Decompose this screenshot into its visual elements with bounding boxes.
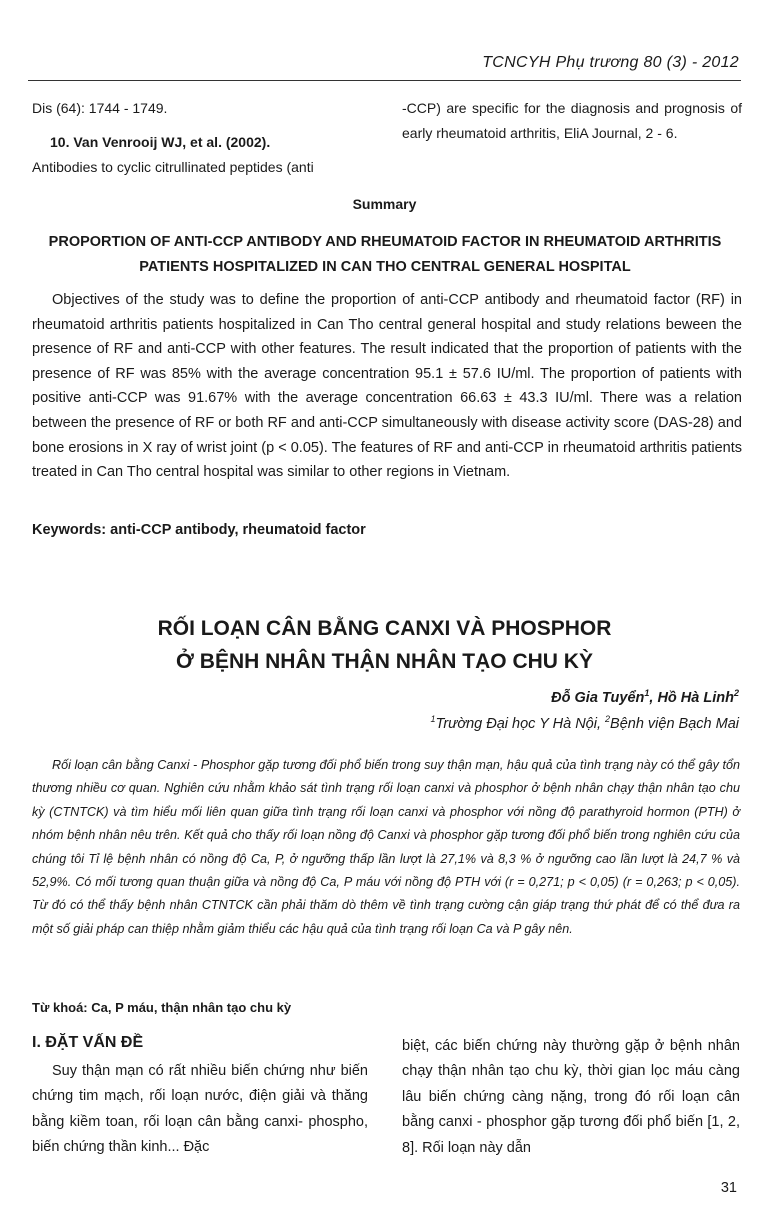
author-1: Đỗ Gia Tuyển [551, 689, 645, 706]
summary-abstract: Objectives of the study was to define the proportion of anti-CCP antibody and rheumatoid factor (RF) in rheumatoid arthritis patients hospitalized in Can Tho central general hospital and study relations beween the presence of RF and anti-CCP with other features. The result indicated that the proportion of patients with the presence of RF was 85% with the average concentration 95.1 ± 57.6 IU/ml. The proportion of patients with positive anti-CCP was 91.67% with the average concentration 66.63 ± 43.3 IU/ml. There was a relation between the presence of RF or both RF and anti-CCP simultaneously with disease activity score (DAS-28) and bone erosions in X ray of wrist joint (p < 0.05). The features of RF and anti-CCP in rheumatoid arthritis patients treated in Can Tho central hospital was similar to other regions in Vietnam. [32, 292, 742, 481]
reference-10-authors: Van Venrooij WJ, et al. (2002). [73, 134, 271, 150]
article-title-line-1: RỐI LOẠN CÂN BẰNG CANXI VÀ PHOSPHOR [157, 617, 612, 640]
author-2: Hồ Hà Linh [657, 689, 734, 706]
article-authors [551, 688, 739, 706]
section-heading: I. ĐẶT VẤN ĐỀ [32, 1034, 144, 1051]
author-separator: , [649, 689, 658, 706]
journal-header: TCNCYH Phụ trương 80 (3) - 2012 [482, 54, 739, 71]
author-2-sup: 2 [733, 688, 739, 698]
reference-10-text: Antibodies to cyclic citrullinated peptides (anti [32, 159, 314, 175]
summary-keywords: Keywords: anti-CCP antibody, rheumatoid factor [32, 522, 366, 538]
article-title-line-2: Ở BỆNH NHÂN THẬN NHÂN TẠO CHU KỲ [176, 650, 593, 673]
affiliation-1-sup: 1 [430, 714, 436, 724]
article-keywords: Từ khoá: Ca, P máu, thận nhân tạo chu kỳ [32, 1000, 292, 1015]
article-abstract: Rối loạn cân bằng Canxi - Phosphor gặp tương đối phổ biến trong suy thận mạn, hậu quả của tình trạng này có thể gây tổn thương nhiều cơ quan. Nghiên cứu nhằm khảo sát tình trạng rối loạn canxi và phosphor ở bệnh nhân chạy thận nhân tạo chu kỳ (CTNTCK) và tìm hiểu mối liên quan giữa tình trạng rối loạn canxi và phosphor với nồng độ parathyroid hormon (PTH) ở nhóm bệnh nhân nêu trên. Kết quả cho thấy rối loạn nồng độ Canxi và phosphor gặp tương đối phổ biến trong nghiên cứu của chúng tôi Tỉ lệ bệnh nhân có nồng độ Ca, P, ở ngưỡng thấp lần lượt là 27,1% và 8,3 % ở ngưỡng cao lần lượt là 24,7 % và 52,9%. Có mối tương quan thuận giữa và nồng độ Ca, P máu với nồng độ PTH với (r = 0,271; p < 0,05) (r = 0,263; p < 0,05). Từ đó có thể thấy bệnh nhân CTNTCK cần phải thăm dò thêm về tình trạng cường cận giáp trạng thứ phát để có thể đưa ra một số giải pháp can thiệp nhằm giảm thiểu các hậu quả của tình trạng rối loạn Ca và P gây nên. [32, 758, 740, 936]
body-column-left: Suy thận mạn có rất nhiều biến chứng như biến chứng tim mạch, rối loạn nước, điện giải và thăng bằng kiềm toan, rối loạn cân bằng canxi- phospho, biến chứng thần kinh... Đặc [32, 1063, 368, 1156]
article-affiliations [431, 714, 739, 732]
reference-10-number: 10. [50, 134, 70, 150]
affiliation-1: Trường Đại học Y Hà Nội, [435, 715, 606, 732]
affiliation-2-sup: 2 [605, 714, 611, 724]
header-rule [28, 80, 741, 81]
author-1-sup: 1 [644, 688, 650, 698]
summary-title: PROPORTION OF ANTI-CCP ANTIBODY AND RHEUMATOID FACTOR IN RHEUMATOID ARTHRITIS PATIENTS HOSPITALIZED IN CAN THO CENTRAL GENERAL HOSPITAL [48, 234, 722, 275]
summary-label: Summary [352, 196, 417, 212]
reference-10 [32, 130, 367, 180]
reference-continuation [32, 96, 367, 121]
reference-9-tail: Dis (64): 1744 - 1749. [32, 100, 168, 116]
affiliation-2: Bệnh viện Bạch Mai [610, 715, 739, 732]
reference-10-continued: -CCP) are specific for the diagnosis and prognosis of early rheumatoid arthritis, EliA Journal, 2 - 6. [402, 100, 742, 141]
page-number: 31 [720, 1180, 737, 1196]
article-title [0, 612, 769, 678]
body-column-right: biệt, các biến chứng này thường gặp ở bệnh nhân chạy thận nhân tạo chu kỳ, thời gian lọc máu càng lâu biến chứng càng nặng, trong đó rối loạn cân bằng canxi - phosphor gặp tương đối phổ biến [1, 2, 8]. Rối loạn này dẫn [402, 1038, 740, 1156]
